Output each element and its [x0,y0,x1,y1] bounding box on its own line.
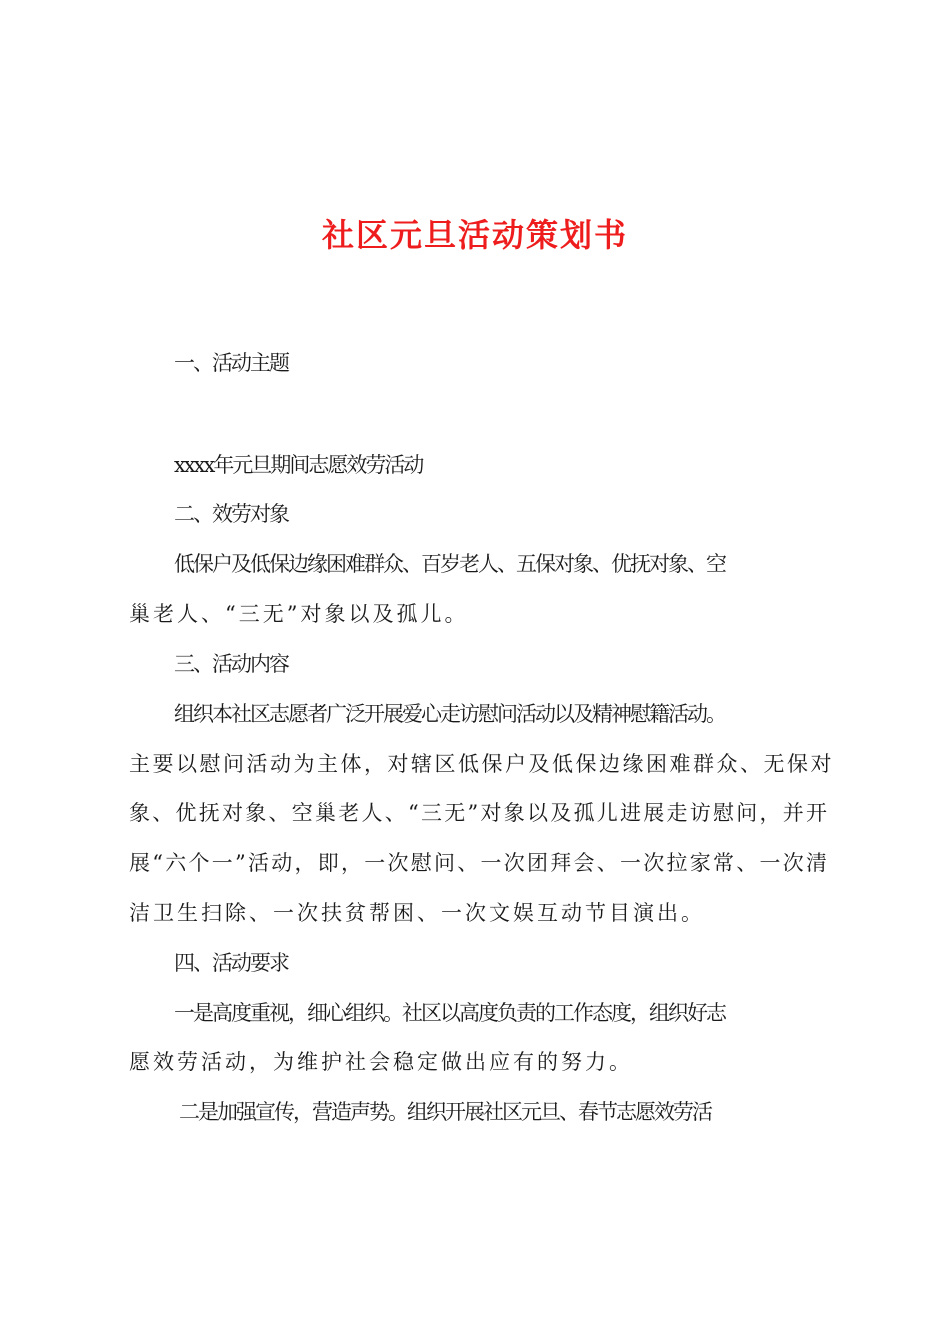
section-heading-theme: 一、活动主题 [174,351,288,375]
section-heading-content: 三、活动内容 [174,652,288,676]
content-text-line-5: 洁卫生扫除、一次扶贫帮困、一次文娱互动节目演出。 [129,901,705,925]
content-text-line-4: 展“六个一”活动，即，一次慰问、一次团拜会、一次拉家常、一次清 [129,851,830,875]
requirements-text-line-1: 一是高度重视，细心组织。社区以高度负责的工作态度，组织好志 [174,1001,725,1025]
content-text-line-1: 组织本社区志愿者广泛开展爱心走访慰问活动以及精神慰籍活动。 [174,702,725,726]
document-title: 社区元旦活动策划书 [321,216,628,254]
theme-text: xxxx年元旦期间志愿效劳活动 [174,453,423,477]
content-text-line-3: 象、优抚对象、空巢老人、“三无”对象以及孤儿进展走访慰问，并开 [129,801,830,825]
requirements-text-line-2: 愿效劳活动，为维护社会稳定做出应有的努力。 [129,1050,633,1074]
targets-text-line-2: 巢老人、“三无”对象以及孤儿。 [129,602,469,626]
requirements-text-line-3: 二是加强宣传，营造声势。组织开展社区元旦、春节志愿效劳活 [179,1100,711,1124]
section-heading-targets: 二、效劳对象 [174,502,288,526]
targets-text-line-1: 低保户及低保边缘困难群众、百岁老人、五保对象、优抚对象、空 [174,552,725,576]
section-heading-requirements: 四、活动要求 [174,951,288,975]
content-text-line-2: 主要以慰问活动为主体，对辖区低保户及低保边缘困难群众、无保对 [129,752,834,776]
